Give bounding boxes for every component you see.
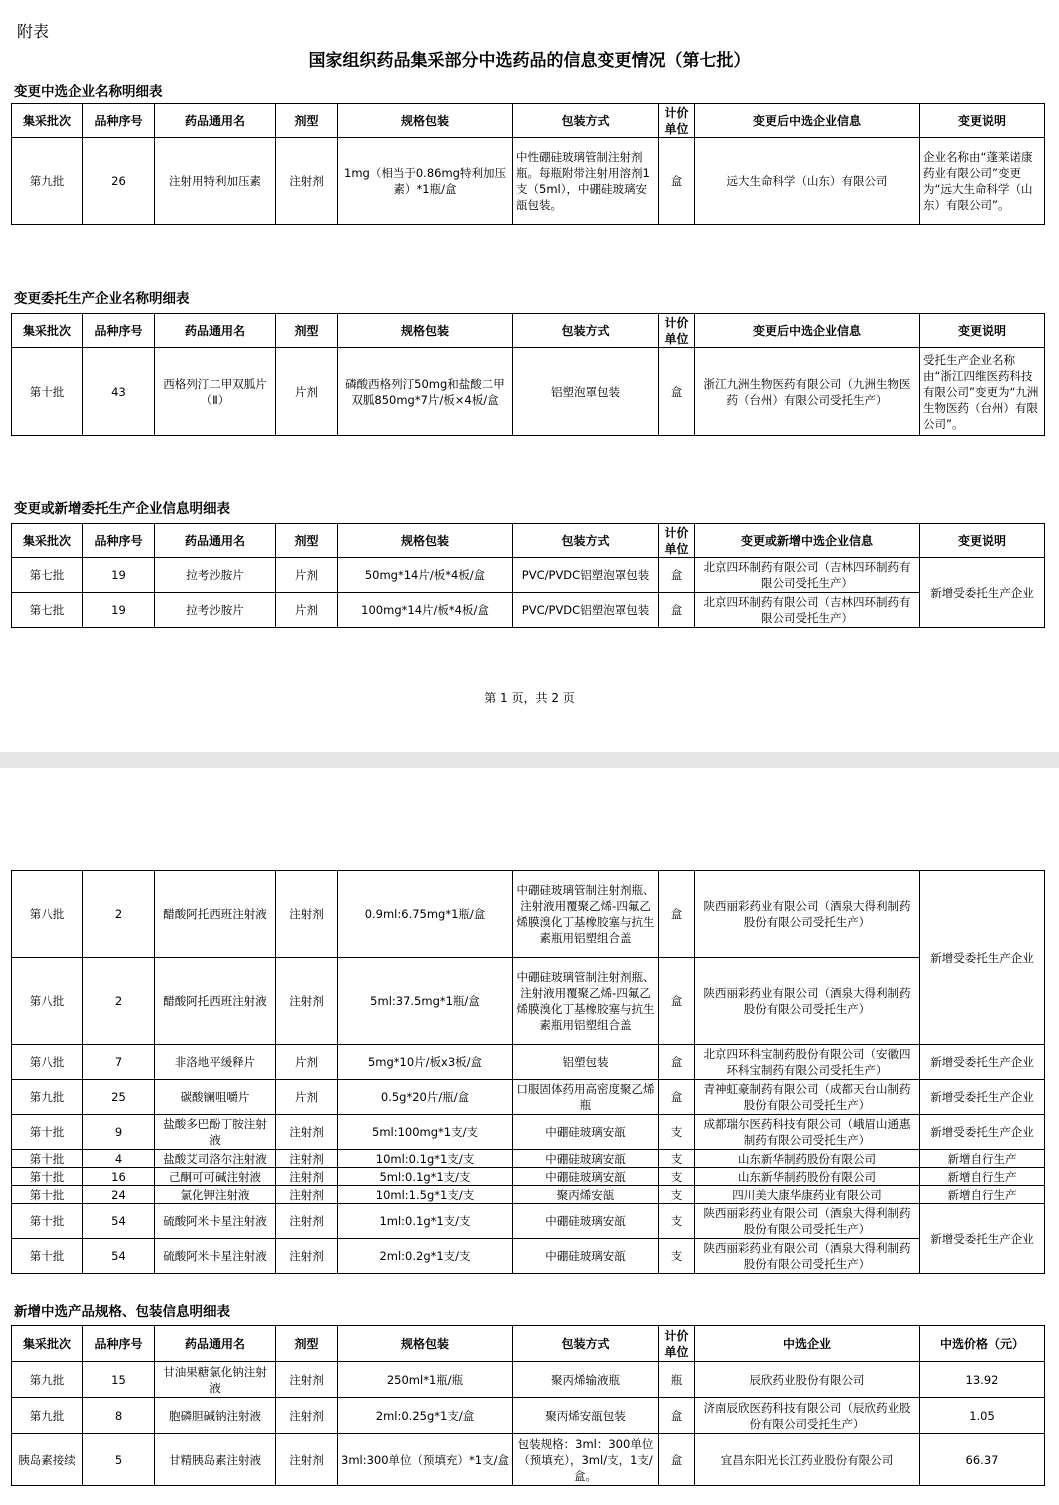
- table-row: 第九批 26 注射用特利加压素 注射剂 1mg（相当于0.86mg特利加压素）*1瓶/盒 中性硼硅玻璃管制注射剂瓶。每瓶附带注射用溶剂1支（5ml），中硼硅玻璃安瓿包装。 盒 远大生命科学（山东）有限公司 企业名称由“蓬莱诺康药业有限公司”变更为“远大生命科学（山东）有限公司”。: [12, 138, 1045, 225]
- page-footer: 第 1 页，共 2 页: [484, 691, 575, 705]
- section-title: 变更委托生产企业名称明细表: [14, 291, 190, 307]
- page-1: [0, 0, 1059, 752]
- table-row: 第九批 15 甘油果糖氯化钠注射液 注射剂 250ml*1瓶/瓶 聚丙烯输液瓶 瓶 辰欣药业股份有限公司 13.92: [12, 1362, 1045, 1398]
- page-2: [0, 768, 1059, 1505]
- table-contractor-new-continued: [11, 870, 1045, 1274]
- table-header: 集采批次 品种序号 药品通用名 剂型 规格包装 包装方式 计价单位 变更或新增中选企业信息 变更说明: [12, 524, 1045, 558]
- table-row: 第十批 54 硫酸阿米卡星注射液 注射剂 2ml:0.2g*1支/支 中硼硅玻璃安瓿 支 陕西丽彩药业有限公司（酒泉大得利制药股份有限公司受托生产）: [12, 1239, 1045, 1274]
- table-header: 集采批次 品种序号 药品通用名 剂型 规格包装 包装方式 计价单位 变更后中选企业信息 变更说明: [12, 104, 1045, 138]
- table-header: 集采批次 品种序号 药品通用名 剂型 规格包装 包装方式 计价单位 中选企业 中选价格（元）: [12, 1326, 1045, 1362]
- page-title: 国家组织药品集采部分中选药品的信息变更情况（第七批）: [308, 51, 751, 71]
- table-row: 第九批 8 胞磷胆碱钠注射液 注射剂 2ml:0.25g*1支/盒 聚丙烯安瓿包装 盒 济南辰欣医药科技有限公司（辰欣药业股份有限公司受托生产） 1.05: [12, 1398, 1045, 1434]
- table-row: 第七批 19 拉考沙胺片 片剂 100mg*14片/板*4板/盒 PVC/PVDC铝塑泡罩包装 盒 北京四环制药有限公司（吉林四环制药有限公司受托生产）: [12, 593, 1045, 628]
- table-row: 第十批 4 盐酸艾司洛尔注射液 注射剂 10ml:0.1g*1支/支 中硼硅玻璃安瓿 支 山东新华制药股份有限公司 新增自行生产: [12, 1150, 1045, 1168]
- appendix-label: 附表: [17, 22, 50, 41]
- table-row: 第十批 43 西格列汀二甲双胍片（Ⅱ） 片剂 磷酸西格列汀50mg和盐酸二甲双胍850mg*7片/板×4板/盒 铝塑泡罩包装 盒 浙江九洲生物医药有限公司（九洲生物医药（台州）有限公司受托生产） 受托生产企业名称由“浙江四维医药科技有限公司”变更为“九洲生物医药（台州）有限公司”。: [12, 348, 1045, 436]
- table-header: 集采批次 品种序号 药品通用名 剂型 规格包装 包装方式 计价单位 变更后中选企业信息 变更说明: [12, 314, 1045, 348]
- table-contractor-name-change: [11, 313, 1045, 436]
- table-contractor-new: [11, 523, 1045, 628]
- table-row: 第十批 9 盐酸多巴酚丁胺注射液 注射剂 5ml:100mg*1支/支 中硼硅玻璃安瓿 支 成都瑞尔医药科技有限公司（峨眉山通惠制药有限公司受托生产） 新增受委托生产企业: [12, 1115, 1045, 1150]
- table-row: 第十批 54 硫酸阿米卡星注射液 注射剂 1ml:0.1g*1支/支 中硼硅玻璃安瓿 支 陕西丽彩药业有限公司（酒泉大得利制药股份有限公司受托生产） 新增受委托生产企业: [12, 1204, 1045, 1239]
- table-row: 第九批 25 碳酸镧咀嚼片 片剂 0.5g*20片/瓶/盒 口服固体药用高密度聚乙烯瓶 盒 青神虹豪制药有限公司（成都天台山制药股份有限公司受托生产） 新增受委托生产企业: [12, 1080, 1045, 1115]
- section-title: 变更中选企业名称明细表: [14, 84, 163, 100]
- table-row: 第八批 2 醋酸阿托西班注射液 注射剂 5ml:37.5mg*1瓶/盒 中硼硅玻璃管制注射剂瓶、注射液用覆聚乙烯-四氟乙烯膜溴化丁基橡胶塞与抗生素瓶用铝塑组合盖 盒 陕西丽彩药业有限公司（酒泉大得利制药股份有限公司受托生产）: [12, 958, 1045, 1045]
- table-name-change: [11, 103, 1045, 225]
- page-separator: [0, 752, 1059, 768]
- section-title: 变更或新增委托生产企业信息明细表: [14, 501, 230, 517]
- section-title: 新增中选产品规格、包装信息明细表: [14, 1304, 230, 1320]
- table-row: 第八批 7 非洛地平缓释片 片剂 5mg*10片/板x3板/盒 铝塑包装 盒 北京四环科宝制药股份有限公司（安徽四环科宝制药有限公司受托生产） 新增受委托生产企业: [12, 1045, 1045, 1080]
- table-row: 第八批 2 醋酸阿托西班注射液 注射剂 0.9ml:6.75mg*1瓶/盒 中硼硅玻璃管制注射剂瓶、注射液用覆聚乙烯-四氟乙烯膜溴化丁基橡胶塞与抗生素瓶用铝塑组合盖 盒 陕西丽彩药业有限公司（酒泉大得利制药股份有限公司受托生产） 新增受委托生产企业: [12, 871, 1045, 958]
- table-row: 第十批 16 己酮可可碱注射液 注射剂 5ml:0.1g*1支/支 中硼硅玻璃安瓿 支 山东新华制药股份有限公司 新增自行生产: [12, 1168, 1045, 1186]
- table-row: 胰岛素接续 5 甘精胰岛素注射液 注射剂 3ml:300单位（预填充）*1支/盒 包装规格：3ml：300单位（预填充），3ml/支，1支/盒。 盒 宜昌东阳光长江药业股份有限公司 66.37: [12, 1434, 1045, 1486]
- table-row: 第十批 24 氯化钾注射液 注射剂 10ml:1.5g*1支/支 聚丙烯安瓿 支 四川美大康华康药业有限公司 新增自行生产: [12, 1186, 1045, 1204]
- table-row: 第七批 19 拉考沙胺片 片剂 50mg*14片/板*4板/盒 PVC/PVDC铝塑泡罩包装 盒 北京四环制药有限公司（吉林四环制药有限公司受托生产） 新增受委托生产企业: [12, 558, 1045, 593]
- table-new-spec: [11, 1325, 1045, 1486]
